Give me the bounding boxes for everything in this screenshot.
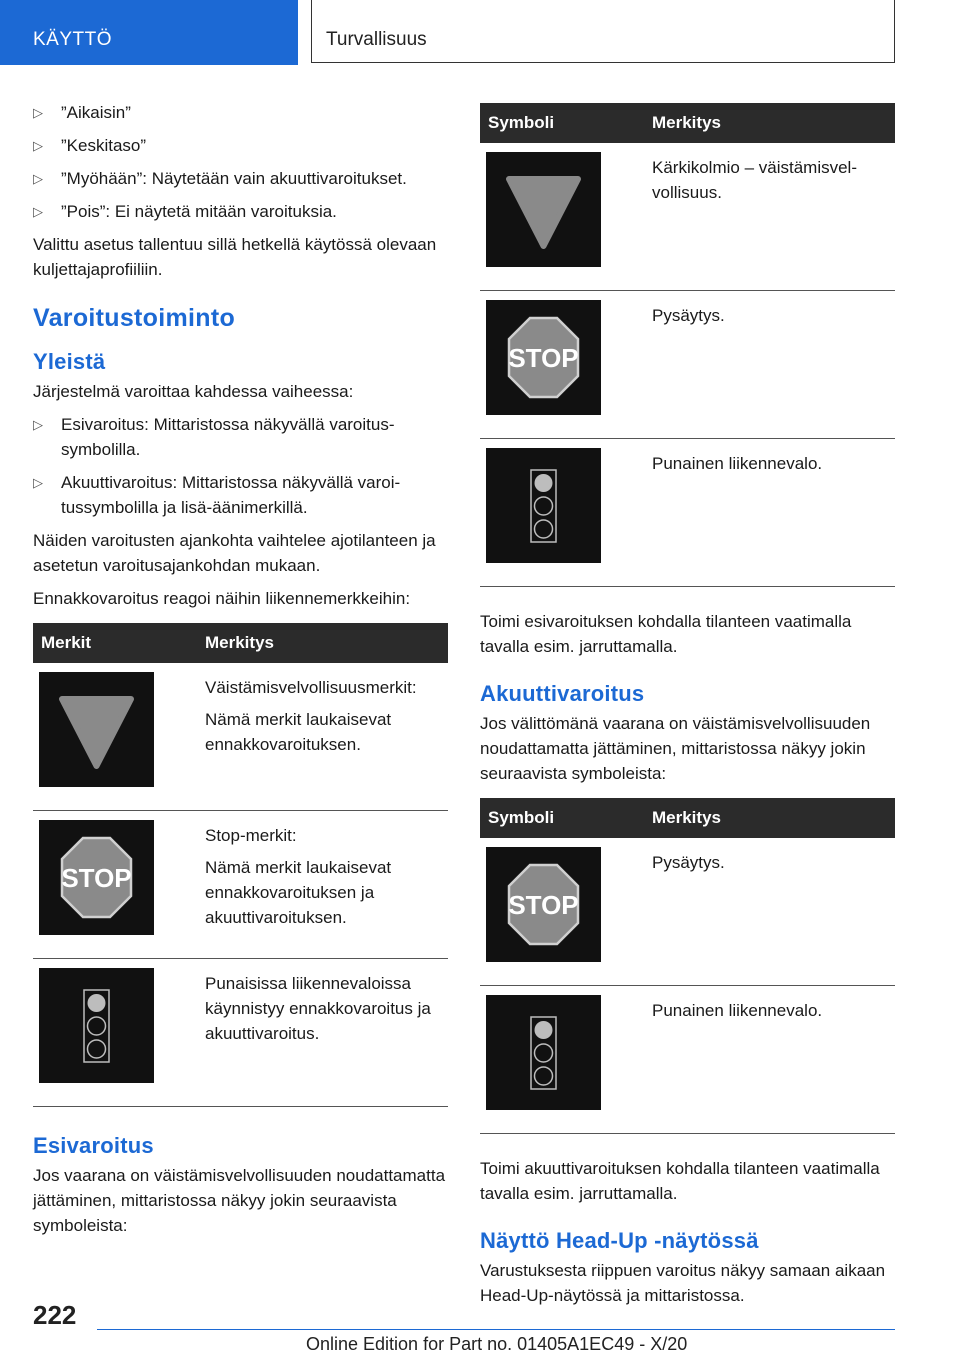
heading-hud: Näyttö Head-Up -näytössä: [480, 1228, 759, 1253]
bullet-triangle-icon: ▷: [33, 417, 43, 432]
table-cell-text: Stop-merkit:: [205, 826, 297, 845]
paragraph: Varustuksesta riippuen varoitus näkyy samaan aikaan Head-Up-näytössä ja mittaristossa.: [480, 1261, 886, 1305]
left-column: [33, 100, 448, 1246]
table-header-cell: Merkitys: [652, 103, 895, 143]
topic-label: Turvallisuus: [326, 29, 427, 50]
paragraph: Jos välittömänä vaarana on väistämisvelvollisuuden noudattamatta jättäminen, mittaristossa näkyy jokin seuraavista symboleista:: [480, 714, 871, 783]
svg-text:STOP: STOP: [508, 343, 579, 373]
bullet-triangle-icon: ▷: [33, 138, 43, 153]
list-item: ▷ Esivaroitus: Mittaristossa näkyvällä varoitussymbolilla.: [33, 412, 448, 462]
bullet-triangle-icon: ▷: [33, 171, 43, 186]
footer-divider: [97, 1329, 895, 1330]
stop-sign-icon: [39, 820, 154, 935]
bullet-triangle-icon: ▷: [33, 475, 43, 490]
svg-text:STOP: STOP: [61, 863, 132, 893]
section-tab: [0, 0, 298, 65]
table-cell-text: Väistämisvelvollisuusmerkit:: [205, 678, 417, 697]
heading-prewarning: Esivaroitus: [33, 1133, 154, 1158]
list-item: ▷ ”Pois”: Ei näytetä mitään varoituksia.: [33, 199, 448, 224]
paragraph: Näiden varoitusten ajankohta vaihtelee ajotilanteen ja asetetun varoitusajankohdan mukaan.: [33, 531, 436, 575]
heading-general: Yleistä: [33, 349, 106, 374]
table-cell-text: Pysäytys.: [652, 306, 725, 325]
list-item: ▷ ”Aikaisin”: [33, 100, 448, 125]
footer-edition: Online Edition for Part no. 01405A1EC49 - X/20: [306, 1334, 688, 1354]
traffic-light-icon: [486, 448, 601, 563]
stop-sign-icon: [486, 847, 601, 962]
heading-main: Varoitustoiminto: [33, 304, 236, 332]
table-cell-text: Pysäytys.: [652, 853, 725, 872]
traffic-light-icon: [486, 995, 601, 1110]
table-row: [480, 291, 895, 439]
table-row: [33, 811, 448, 959]
paragraph: Toimi esivaroituksen kohdalla tilanteen vaatimalla tavalla esim. jarruttamalla.: [480, 612, 852, 656]
prewarning-symbols-table: [480, 103, 895, 587]
table-cell-text: Punaisissa liikennevaloissa käynnistyy ennakkovaroitus ja akuuttivaroitus.: [205, 974, 431, 1043]
table-row: [480, 986, 895, 1134]
section-label: KÄYTTÖ: [33, 29, 113, 50]
yield-sign-icon: [39, 672, 154, 787]
table-header-row: [33, 623, 448, 663]
heading-acute: Akuuttivaroitus: [480, 681, 645, 706]
traffic-light-icon: [39, 968, 154, 1083]
acute-symbols-table: [480, 798, 895, 1134]
table-header-cell: Merkitys: [205, 623, 448, 663]
paragraph: Jos vaarana on väistämisvelvollisuuden noudattamatta jättäminen, mittaristossa näkyy jokin seuraavista symboleista:: [33, 1166, 446, 1235]
table-header-row: [480, 798, 895, 838]
paragraph: Valittu asetus tallentuu sillä hetkellä käytössä olevaan kuljettajaprofiiliin.: [33, 235, 437, 279]
table-row: [480, 838, 895, 986]
right-column: [480, 103, 895, 1316]
table-header-cell: Symboli: [480, 798, 652, 838]
topic-header: [311, 0, 895, 63]
stop-sign-icon: [486, 300, 601, 415]
table-header-cell: Symboli: [480, 103, 652, 143]
table-header-row: [480, 103, 895, 143]
table-cell-text: Punainen liikennevalo.: [652, 1001, 823, 1020]
paragraph: Ennakkovaroitus reagoi näihin liikennemerkkeihin:: [33, 589, 411, 608]
table-cell-text: Nämä merkit laukaisevat ennakkovaroituksen.: [205, 710, 392, 754]
table-row: [33, 959, 448, 1107]
table-row: [480, 439, 895, 587]
table-cell-text: Punainen liikennevalo.: [652, 454, 823, 473]
table-header-cell: Merkitys: [652, 798, 895, 838]
table-row: [33, 663, 448, 811]
table-row: [480, 143, 895, 291]
list-item: ▷ Akuuttivaroitus: Mittaristossa näkyvällä varoitussymbolilla ja lisä-äänimerkillä.: [33, 470, 448, 520]
bullet-triangle-icon: ▷: [33, 105, 43, 120]
yield-sign-icon: [486, 152, 601, 267]
svg-text:STOP: STOP: [508, 890, 579, 920]
paragraph: Järjestelmä varoittaa kahdessa vaiheessa:: [33, 382, 354, 401]
table-header-cell: Merkit: [33, 623, 205, 663]
table-cell-text: Kärkikolmio – väistämisvelvollisuus.: [652, 158, 858, 202]
signs-table: [33, 623, 448, 1107]
paragraph: Toimi akuuttivaroituksen kohdalla tilanteen vaatimalla tavalla esim. jarruttamalla.: [480, 1159, 880, 1203]
list-item: ▷ ”Keskitaso”: [33, 133, 448, 158]
bullet-triangle-icon: ▷: [33, 204, 43, 219]
table-cell-text: Nämä merkit laukaisevat ennakkovaroituksen ja akuuttivaroituksen.: [205, 858, 392, 927]
page-number: 222: [33, 1300, 77, 1330]
list-item: ▷ ”Myöhään”: Näytetään vain akuuttivaroitukset.: [33, 166, 448, 191]
